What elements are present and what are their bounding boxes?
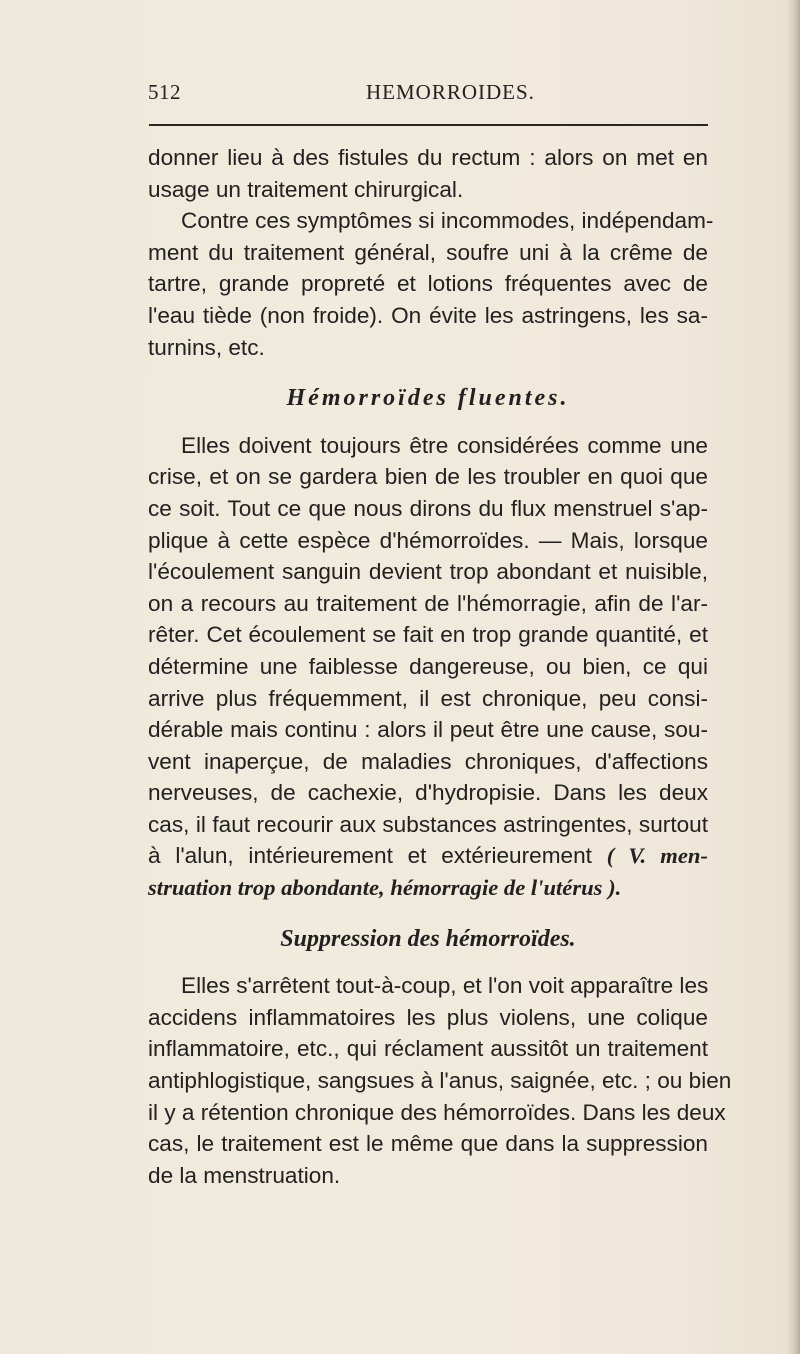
text-line: l'écoulement sanguin devient trop abondant et nuisible, (148, 559, 708, 585)
text-line: détermine une faiblesse dangereuse, ou bien, ce qui (148, 653, 708, 679)
text-line: crise, et on se gardera bien de les troubler en quoi que (148, 464, 708, 490)
text-line: on a recours au traitement de l'hémorragie, afin de l'ar- (148, 590, 708, 616)
text-line: cas, il faut recourir aux substances astringentes, surtout (148, 811, 708, 837)
text-line: il y a rétention chronique des hémorroïdes. Dans les deux (148, 1099, 726, 1125)
text-fragment: à l'alun, intérieurement et extérieurement (148, 843, 592, 869)
page-number: 512 (148, 80, 181, 104)
running-head (148, 80, 708, 110)
running-title: HEMORROIDES. (366, 80, 535, 104)
text-line: antiphlogistique, sangsues à l'anus, saignée, etc. ; ou bien (148, 1068, 732, 1094)
text-line: donner lieu à des fistules du rectum : alors on met en (148, 145, 708, 170)
text-line: vent inaperçue, de maladies chroniques, d'affections (148, 748, 708, 774)
text-line: nerveuses, de cachexie, d'hydropisie. Dans les deux (148, 780, 708, 806)
text-line: accidens inflammatoires les plus violens, une colique (148, 1004, 708, 1030)
body-text (148, 142, 732, 1191)
text-line: Contre ces symptômes si incommodes, indépendam- (181, 208, 714, 234)
text-line: turnins, etc. (148, 334, 265, 360)
section-heading: Hémorroïdes fluentes. (286, 385, 570, 412)
text-line: Elles s'arrêtent tout-à-coup, et l'on voit apparaître les (181, 973, 709, 999)
text-line: tartre, grande propreté et lotions fréquentes avec de (148, 271, 708, 297)
text-line: inflammatoire, etc., qui réclament aussitôt un traitement (148, 1036, 708, 1062)
text-line: l'eau tiède (non froide). On évite les astringens, les sa- (148, 302, 708, 328)
text-line: ment du traitement général, soufre uni à la crême de (148, 239, 708, 265)
page-edge-shadow (786, 0, 800, 1354)
text-line: arrive plus fréquemment, il est chronique, peu consi- (148, 685, 708, 711)
text-line: usage un traitement chirurgical. (148, 176, 464, 202)
text-line: plique à cette espèce d'hémorroïdes. — Mais, lorsque (148, 527, 708, 553)
header-rule (149, 124, 708, 126)
section-heading: Suppression des hémorroïdes. (280, 925, 576, 952)
text-line: rêter. Cet écoulement se fait en trop grande quantité, et (148, 622, 708, 648)
text-line-with-reference (148, 840, 708, 872)
cross-reference-text: struation trop abondante, hémorragie de l'utérus ). (148, 875, 622, 901)
text-line: cas, le traitement est le même que dans la suppression (148, 1131, 708, 1157)
text-line: dérable mais continu : alors il peut être une cause, sou- (148, 717, 708, 743)
text-line: de la menstruation. (148, 1162, 341, 1188)
cross-reference-text: ( V. men- (606, 843, 708, 869)
text-line: Elles doivent toujours être considérées comme une (181, 432, 708, 458)
text-line: ce soit. Tout ce que nous dirons du flux menstruel s'ap- (148, 495, 708, 521)
